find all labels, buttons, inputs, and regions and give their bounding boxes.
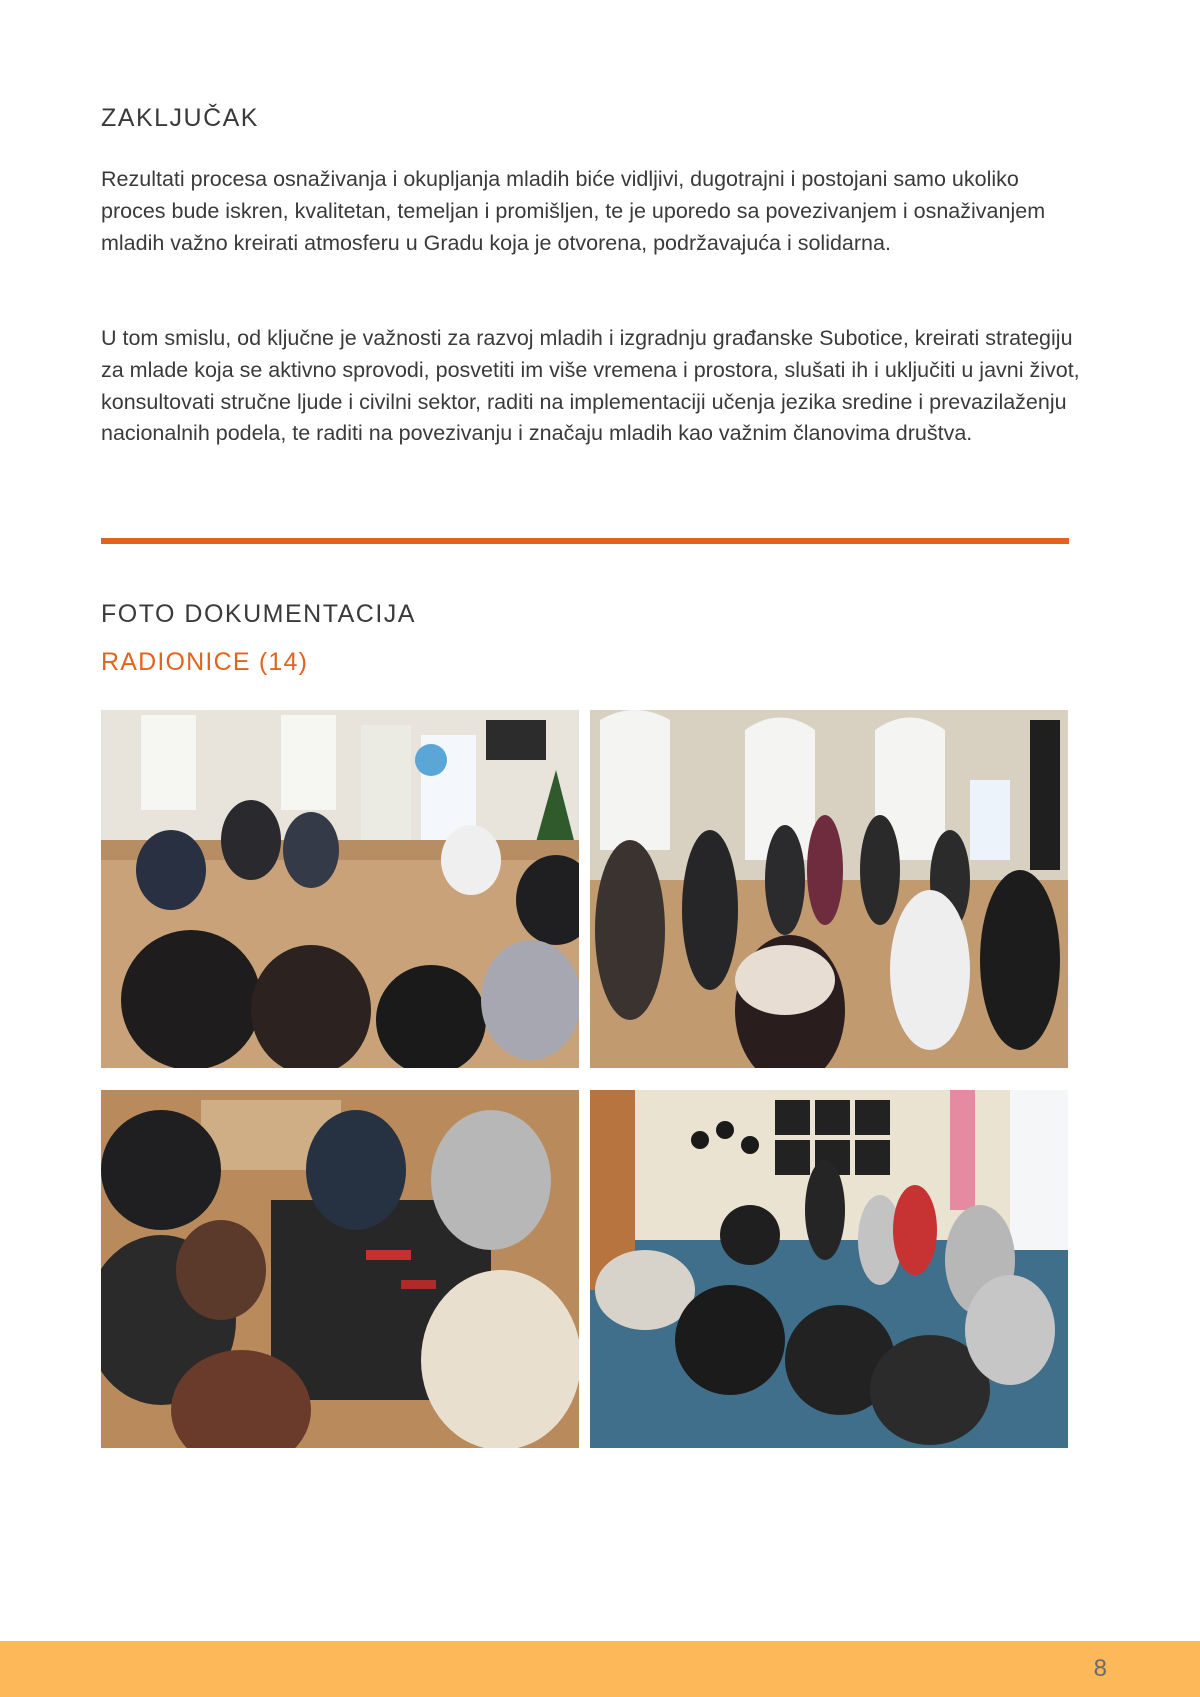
workshop-photo-4 bbox=[590, 1090, 1068, 1448]
conclusion-heading: ZAKLJUČAK bbox=[101, 104, 259, 132]
photo-documentation-heading: FOTO DOKUMENTACIJA bbox=[101, 600, 416, 628]
workshop-photo-3 bbox=[101, 1090, 579, 1448]
page-number: 8 bbox=[1093, 1655, 1107, 1682]
workshops-subheading: RADIONICE (14) bbox=[101, 648, 309, 676]
section-divider bbox=[101, 538, 1069, 544]
conclusion-paragraph-2: U tom smislu, od ključne je važnosti za razvoj mladih i izgradnju građanske Subotice, kreirati strategiju za mlade koja se aktivno sprovodi, posvetiti im više vremena i prostora, slušati ih i uključiti u javni život, konsultovati stručne ljude i civilni sektor, raditi na implementaciji učenja jezika sredine i prevazilaženju nacionalnih podela, te raditi na povezivanju i značaju mladih kao važnim članovima društva. bbox=[101, 326, 1080, 446]
conclusion-paragraph-1: Rezultati procesa osnaživanja i okupljanja mladih biće vidljivi, dugotrajni i postojani samo ukoliko proces bude iskren, kvalitetan, temeljan i promišljen, te je uporedo sa povezivanjem i osnaživanjem mladih važno kreirati atmosferu u Gradu koja je otvorena, podržavajuća i solidarna. bbox=[101, 167, 1046, 255]
workshop-photo-2 bbox=[590, 710, 1068, 1068]
workshop-photo-1 bbox=[101, 710, 579, 1068]
footer-bar bbox=[0, 1641, 1200, 1697]
